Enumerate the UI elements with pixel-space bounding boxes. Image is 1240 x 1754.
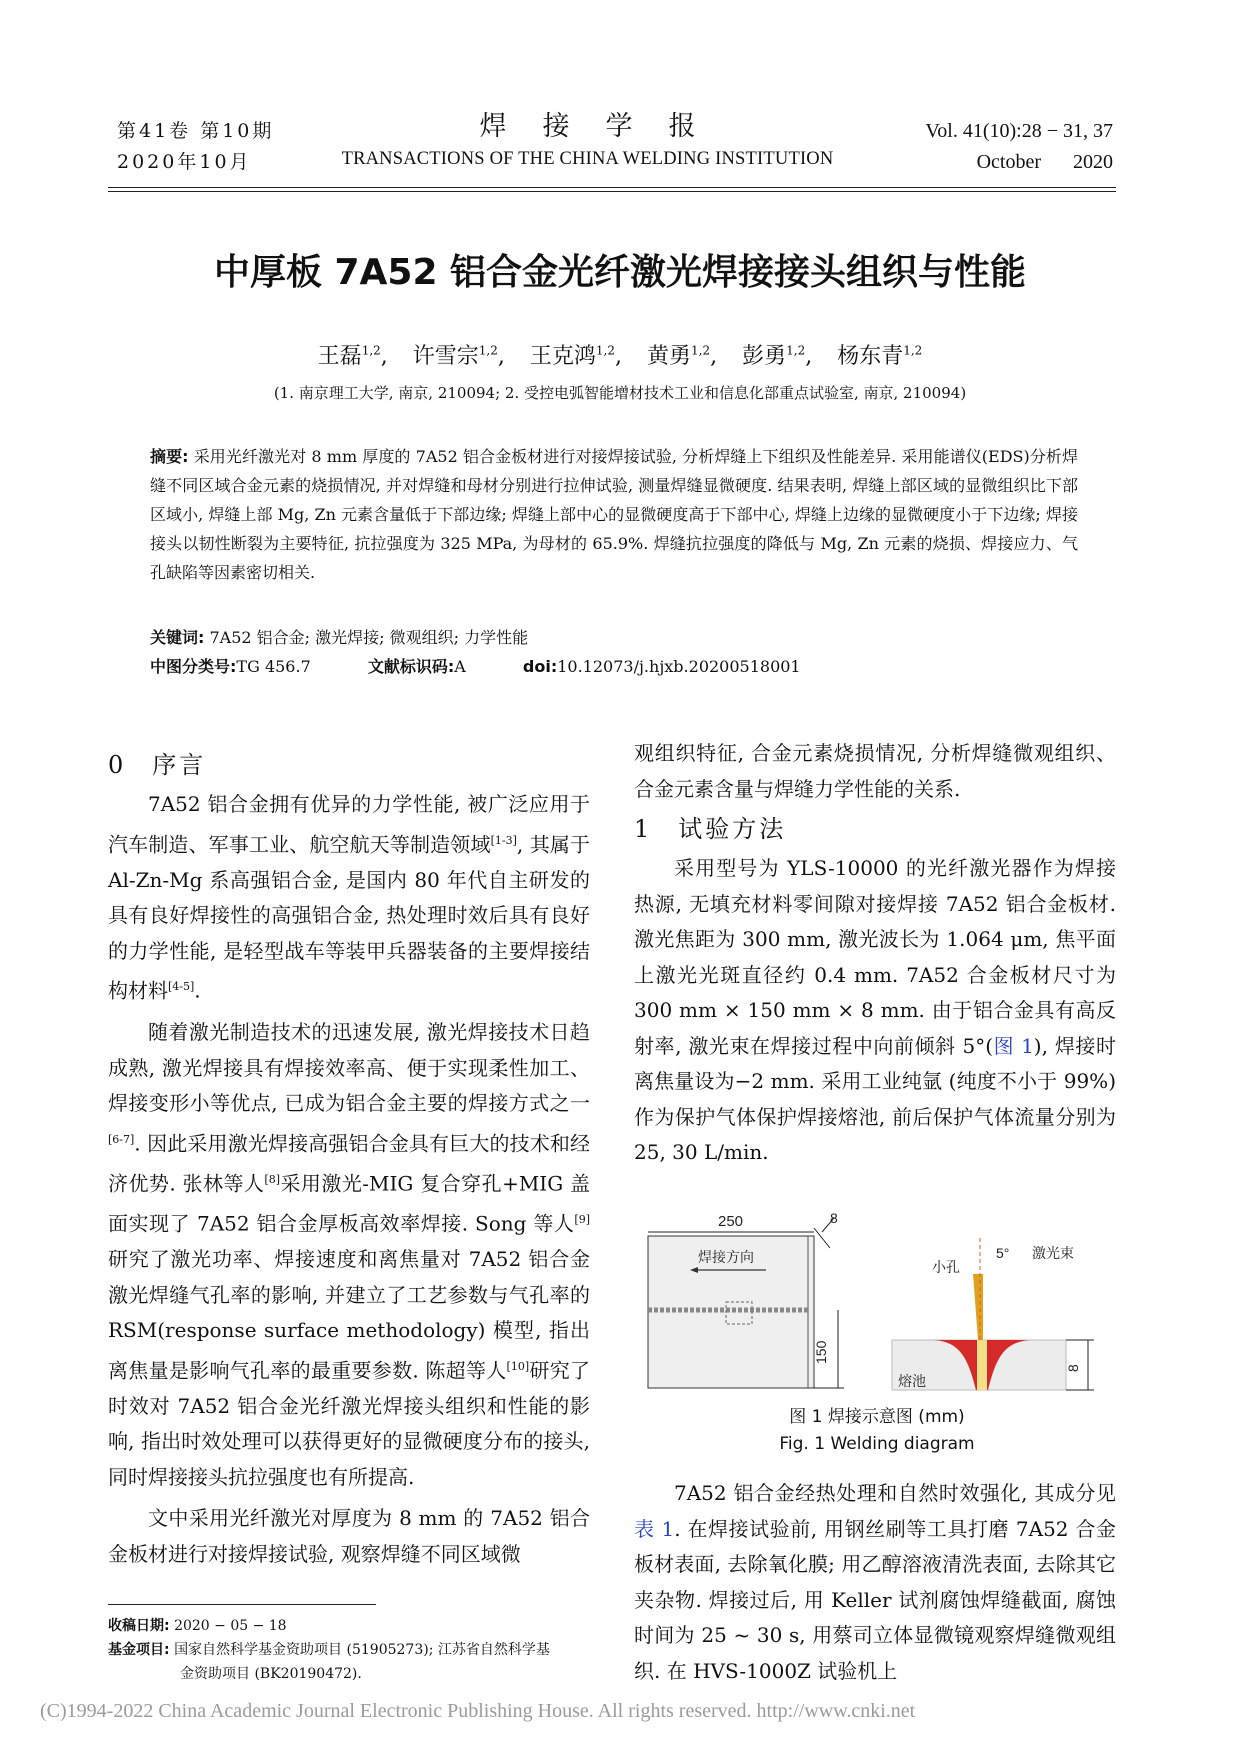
abstract-text: 采用光纤激光对 8 mm 厚度的 7A52 铝合金板材进行对接焊接试验, 分析焊缝上下组织及性能差异. 采用能谱仪(EDS)分析焊缝不同区域合金元素的烧损情况, 并对焊缝和母材分别进行拉伸试验, 测量焊缝显微硬度. 结果表明, 焊缝上部区域的显微组织比下部区域小, 焊缝上部 Mg, Zn 元素含量低于下部边缘; 焊缝上部中心的显微硬度高于下部中心, 焊缝上边缘的显微硬度小于下边缘; 焊接接头以韧性断裂为主要特征, 抗拉强度为 325 MPa, 为母材的 65.9%. 焊缝抗拉强度的降低与 Mg, Zn 元素的烧损、焊接应力、气孔缺陷等因素密切相关. [150,447,1078,582]
section-heading-1: 1 试验方法 [634,815,787,843]
keywords-block [150,623,853,681]
author: 杨东青$^{1,2}$ [837,344,923,370]
issue-info-cn [117,116,274,178]
affiliation: (1. 南京理工大学, 南京, 210094; 2. 受控电弧智能增材技术工业和信息化部重点试验室, 南京, 210094) [273,384,967,402]
abstract-label: 摘要: [150,447,189,466]
pool-label: 熔池 [898,1374,926,1390]
author: 王磊$^{1,2}$, [317,344,388,370]
paragraph: 7A52 铝合金经热处理和自然时效强化, 其成分见表 1. 在焊接试验前, 用钢丝刷等工具打磨 7A52 合金板材表面, 去除氧化膜; 用乙醇溶液清洗表面, 去除其它夹杂物. 焊接过后, 用 Keller 试剂腐蚀焊缝截面, 腐蚀时间为 25 ~ 30 s, 用蔡司立体显微镜观察焊缝微观组织. 在 HVS-1000Z 试验机上 [634,1481,1116,1683]
figure-link[interactable]: 图 1 [993,1033,1034,1058]
direction-label: 焊接方向 [698,1250,754,1266]
author: 王克鸿$^{1,2}$, [529,344,622,370]
citation: [8] [264,1172,280,1186]
year: 2020 [1073,151,1113,173]
volume-issue: 第41卷 第10期 [117,120,275,142]
keyhole-shape [977,1340,987,1390]
citation: [10] [506,1359,530,1373]
volume-pages: Vol. 41(10):28 − 31, 37 [925,120,1113,142]
citation: [1-3] [490,833,517,847]
beam-label: 激光束 [1032,1246,1074,1262]
author: 彭勇$^{1,2}$, [742,344,813,370]
laser-beam-shape [973,1274,983,1340]
table-link[interactable]: 表 1 [634,1516,675,1541]
author-list [100,333,1140,375]
header-rule-thick [108,187,1116,188]
funding: 基金项目: 国家自然科学基金资助项目 (51905273); 江苏省自然科学基 [108,1642,550,1658]
paragraph: 随着激光制造技术的迅速发展, 激光焊接技术日趋成熟, 激光焊接具有焊接效率高、便于实现柔性加工、焊接变形小等优点, 已成为铝合金主要的焊接方式之一[6-7]. 因此采用激光焊接高强铝合金具有巨大的技术和经济优势. 张林等人[8]采用激光-MIG 复合穿孔+MIG 盖面实现了 7A52 铝合金厚板高效率焊接. Song 等人[9]研究了激光功率、焊接速度和离焦量对 7A52 铝合金激光焊缝气孔率的影响, 并建立了工艺参数与气孔率的 RSM(response surface methodology) 模型, 指出离焦量是影响气孔率的最重要参数. 陈超等人[10]研究了时效对 7A52 铝合金光纤激光焊接头组织和性能的影响, 指出时效处理可以获得更好的显微硬度分布的接头, 同时焊接接头抗拉强度也有所提高. [108,1020,590,1489]
journal-name-cn: 焊接学报 [479,111,732,142]
clc-number: 中图分类号:TG 456.7 [150,657,311,676]
right-column-bottom [634,1476,1116,1689]
header-rule-thin [108,191,1116,192]
received-date: 收稿日期: 2020 − 05 − 18 [108,1618,287,1634]
issue-info-en [860,116,1113,178]
month-year [860,147,1113,178]
document-code: 文献标识码:A [367,657,466,676]
funding-cont: 金资助项目 (BK20190472). [180,1666,362,1682]
dim-8-side-label: 8 [1065,1364,1081,1372]
paragraph: 文中采用光纤激光对厚度为 8 mm 的 7A52 铝合金板材进行对接焊接试验, 观察焊缝不同区域微 [108,1506,590,1566]
month: October [976,151,1041,173]
paragraph: 采用型号为 YLS-10000 的光纤激光器作为焊接热源, 无填充材料零间隙对接焊接 7A52 铝合金板材. 激光焦距为 300 mm, 激光波长为 1.064 μm, 焦平面上激光光斑直径约 0.4 mm. 7A52 合金板材尺寸为 300 mm × 150 mm × 8 mm. 由于铝合金具有高反射率, 激光束在焊接过程中向前倾斜 5°(图 1), 焊接时离焦量设为−2 mm. 采用工业纯氩 (纯度不小于 99%) 作为保护气体保护焊接熔池, 前后保护气体流量分别为 25, 30 L/min. [634,856,1116,1164]
abstract [150,442,1078,587]
citation: [9] [574,1213,590,1227]
dim-8-top-label: 8 [830,1210,838,1226]
figure-caption-cn: 图 1 焊接示意图 (mm) [789,1407,965,1427]
issue-date: 2020年10月 [117,151,252,173]
right-column-top [634,736,1116,1171]
welding-diagram-figure [634,1208,1120,1394]
paper-title: 中厚板 7A52 铝合金光纤激光焊接接头组织与性能 [213,252,1027,293]
dim-250-label: 250 [718,1213,744,1230]
footnote [108,1614,598,1686]
journal-name-en: TRANSACTIONS OF THE CHINA WELDING INSTITUTION [341,149,834,169]
section-heading-0: 0 序言 [108,751,207,779]
journal-name [300,110,875,174]
footnote-rule [108,1604,376,1605]
keywords: 关键词: 7A52 铝合金; 激光焊接; 微观组织; 力学性能 [150,628,529,647]
dim-150-label: 150 [813,1340,829,1364]
author: 许雪宗$^{1,2}$, [412,344,505,370]
citation: [6-7] [108,1132,135,1146]
paragraph: 观组织特征, 合金元素烧损情况, 分析焊缝微观组织、合金元素含量与焊缝力学性能的关系. [634,741,1116,801]
classification-row [150,652,853,681]
left-column [108,745,590,1572]
citation: [4-5] [168,980,195,994]
figure-caption-en: Fig. 1 Welding diagram [779,1434,975,1454]
author: 黄勇$^{1,2}$, [647,344,718,370]
doi: doi:10.12073/j.hjxb.20200518001 [522,657,801,676]
copyright-notice: (C)1994-2022 China Academic Journal Electronic Publishing House. All rights reserved. http://www.cnki.net [40,1700,916,1722]
keyhole-label: 小孔 [932,1260,960,1276]
paragraph: 7A52 铝合金拥有优异的力学性能, 被广泛应用于汽车制造、军事工业、航空航天等制造领域[1-3], 其属于 Al-Zn-Mg 系高强铝合金, 是国内 80 年代自主研发的具有良好焊接性的高强铝合金, 热处理时效后具有良好的力学性能, 是轻型战车等装甲兵器装备的主要焊接结构材料[4-5]. [108,792,590,1003]
angle-label: 5° [996,1245,1010,1261]
